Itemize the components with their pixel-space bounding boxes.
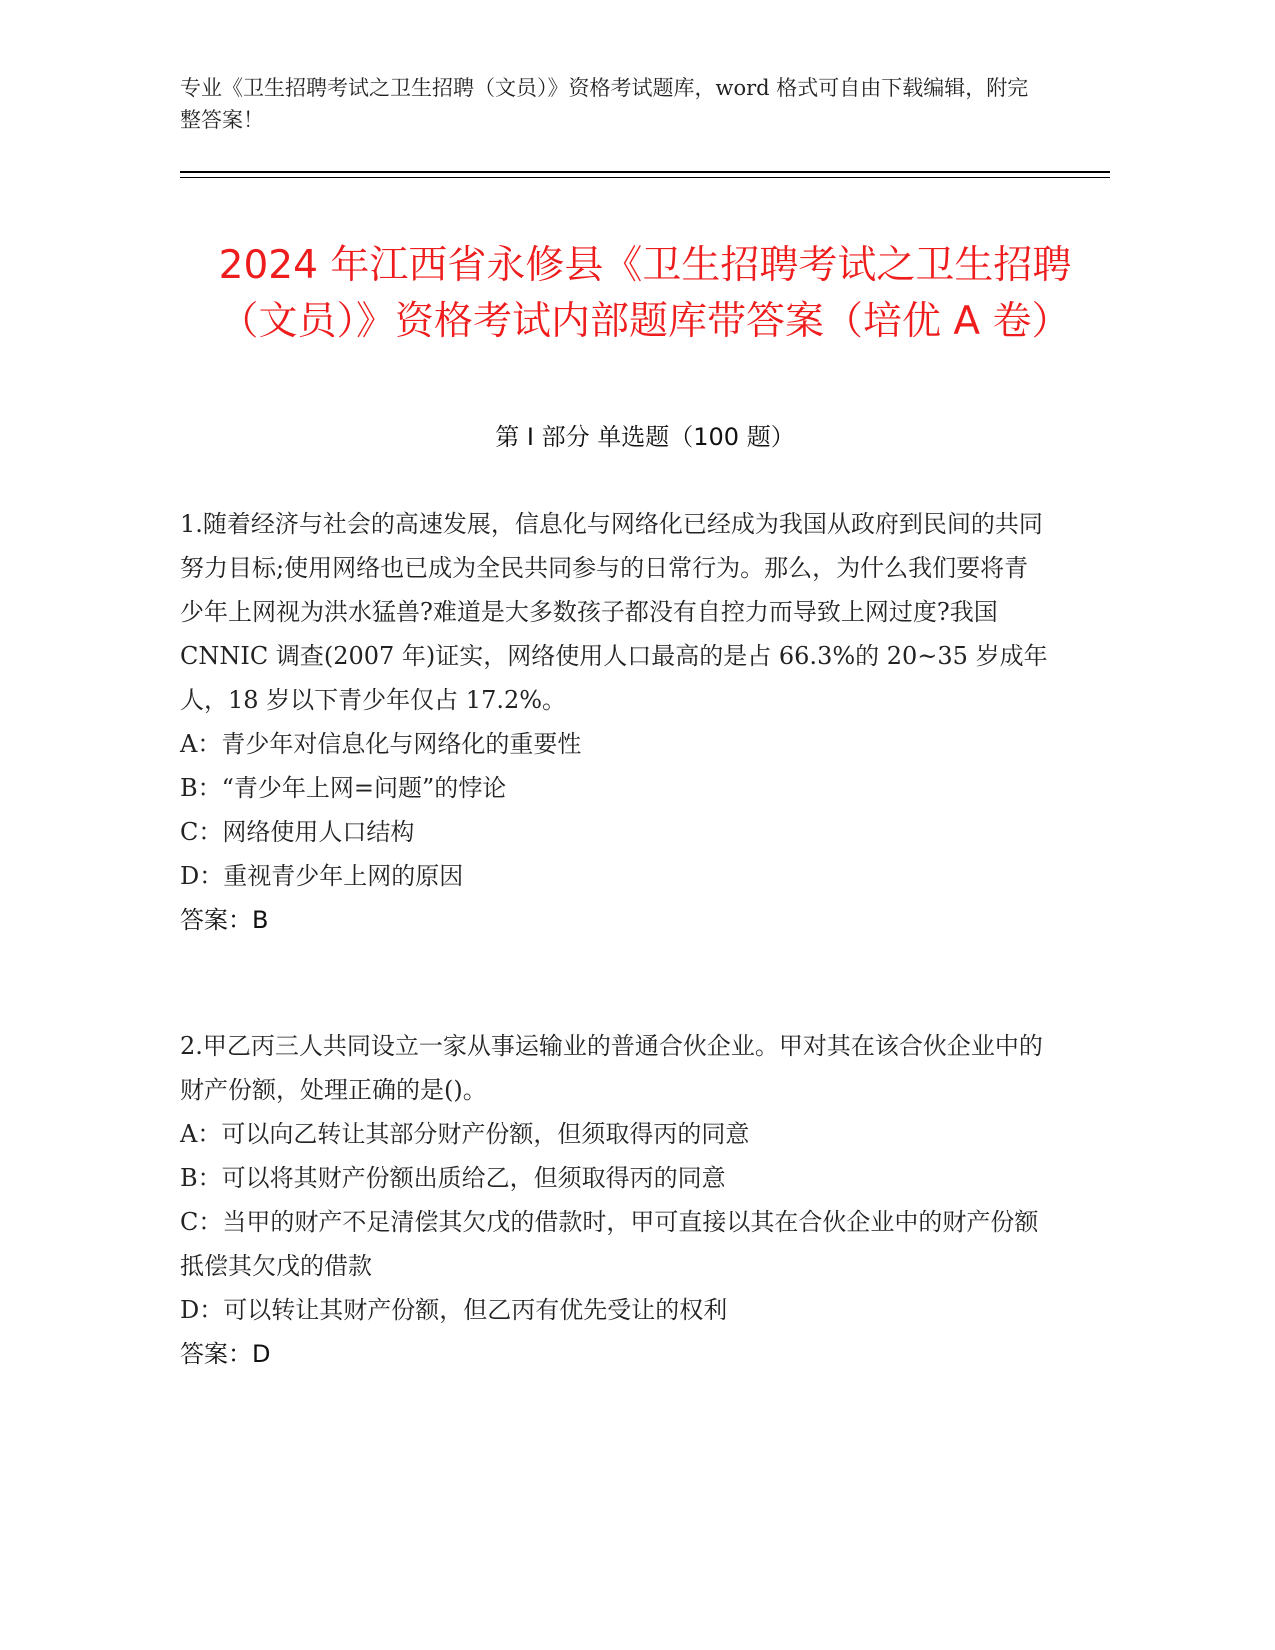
answer: 答案：D <box>180 1340 271 1368</box>
option-d: D：重视青少年上网的原因 <box>180 862 464 890</box>
question-stem: 2.甲乙丙三人共同设立一家从事运输业的普通合伙企业。甲对其在该合伙企业中的财产份额，处理正确的是()。 <box>180 1032 1043 1104</box>
header-rule-thick <box>180 171 1110 173</box>
document-title: 2024 年江西省永修县《卫生招聘考试之卫生招聘（文员）》资格考试内部题库带答案（培优 A 卷） <box>218 243 1072 345</box>
section-title: 第 I 部分 单选题（100 题） <box>495 423 795 451</box>
question-2 <box>180 1024 1050 1376</box>
header-note: 专业《卫生招聘考试之卫生招聘（文员）》资格考试题库，word 格式可自由下载编辑，附完整答案！ <box>180 76 1029 132</box>
option-c: C：网络使用人口结构 <box>180 818 415 846</box>
option-d: D：可以转让其财产份额，但乙丙有优先受让的权利 <box>180 1296 728 1324</box>
answer: 答案：B <box>180 906 269 934</box>
header-rule-thin <box>180 177 1110 178</box>
question-1 <box>180 502 1050 942</box>
question-stem: 1.随着经济与社会的高速发展，信息化与网络化已经成为我国从政府到民间的共同努力目标;使用网络也已成为全民共同参与的日常行为。那么，为什么我们要将青少年上网视为洪水猛兽?难道是大多数孩子都没有自控力而导致上网过度?我国 CNNIC 调查(2007 年)证实，网络使用人口最高的是占 66.3%的 20~35 岁成年人，18 岁以下青少年仅占 17.2%。 <box>180 510 1048 714</box>
option-a: A：可以向乙转让其部分财产份额，但须取得丙的同意 <box>180 1120 750 1148</box>
option-b: B：“青少年上网=问题”的悖论 <box>180 774 507 802</box>
option-b: B：可以将其财产份额出质给乙，但须取得丙的同意 <box>180 1164 726 1192</box>
option-a: A：青少年对信息化与网络化的重要性 <box>180 730 582 758</box>
option-c: C：当甲的财产不足清偿其欠戊的借款时，甲可直接以其在合伙企业中的财产份额抵偿其欠戊的借款 <box>180 1208 1039 1280</box>
